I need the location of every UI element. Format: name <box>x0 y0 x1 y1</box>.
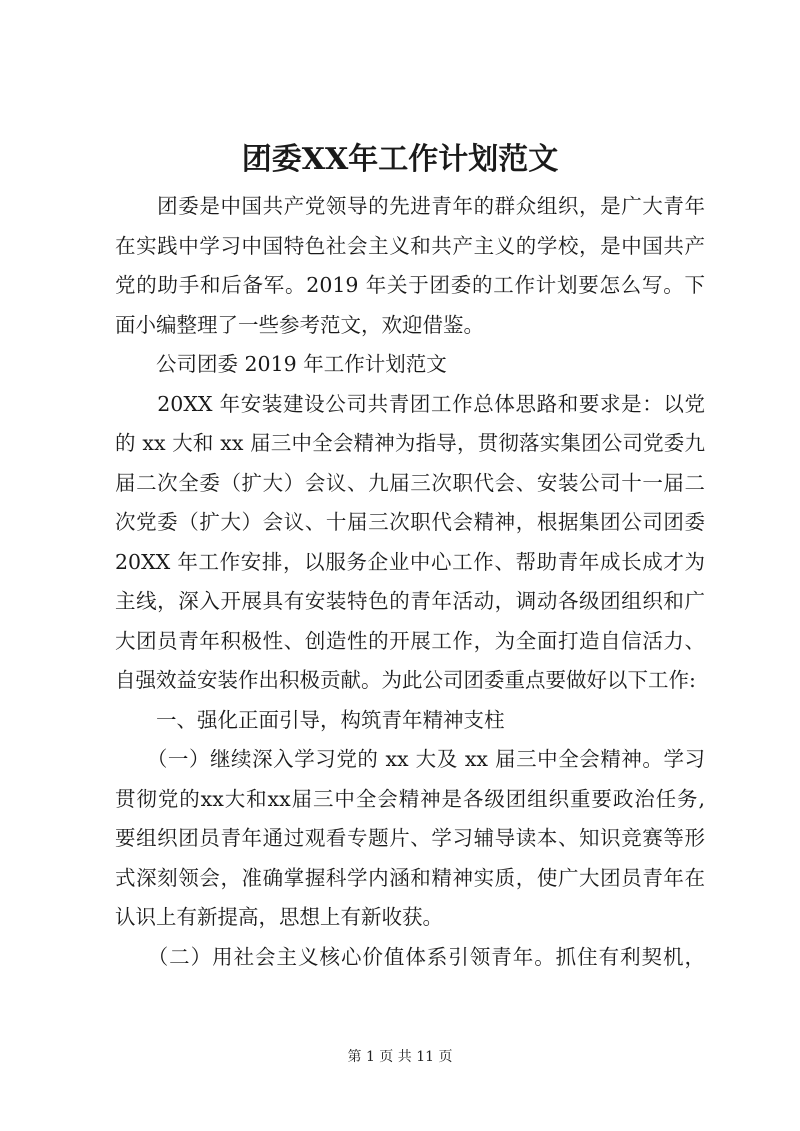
document-body <box>115 187 705 977</box>
page-footer: 第 1 页 共 11 页 <box>347 1049 453 1065</box>
text-line: （一）继续深入学习党的 xx 大及 xx 届三中全会精神。学习 <box>115 747 705 771</box>
text-line: 一、强化正面引导，构筑青年精神支柱 <box>115 707 505 732</box>
text-line: 认识上有新提高，思想上有新收获。 <box>115 905 443 929</box>
text-line: 团委是中国共产党领导的先进青年的群众组织，是广大青年 <box>115 194 705 218</box>
text-line: 次党委（扩大）会议、十届三次职代会精神，根据集团公司团委 <box>115 510 705 534</box>
text-line: （二）用社会主义核心价值体系引领青年。抓住有利契机， <box>115 944 705 969</box>
text-line: 式深刻领会，准确掌握科学内涵和精神实质，使广大团员青年在 <box>115 865 705 890</box>
text-line: 要组织团员青年通过观看专题片、学习辅导读本、知识竞赛等形 <box>115 826 705 850</box>
text-line: 届二次全委（扩大）会议、九届三次职代会、安装公司十一届二 <box>115 470 705 495</box>
document-title: 团委XX年工作计划范文 <box>241 142 559 177</box>
text-line: 贯彻党的xx大和xx届三中全会精神是各级团组织重要政治任务, <box>115 786 705 811</box>
text-line: 党的助手和后备军。2019 年关于团委的工作计划要怎么写。下 <box>115 273 705 297</box>
text-line: 自强效益安装作出积极贡献。为此公司团委重点要做好以下工作: <box>115 668 696 692</box>
text-line: 大团员青年积极性、创造性的开展工作，为全面打造自信活力、 <box>115 628 705 653</box>
text-line: 面小编整理了一些参考范文，欢迎借鉴。 <box>115 312 484 337</box>
text-line: 在实践中学习中国特色社会主义和共产主义的学校，是中国共产 <box>115 233 705 258</box>
text-line: 的 xx 大和 xx 届三中全会精神为指导，贯彻落实集团公司党委九 <box>115 431 705 455</box>
text-line: 主线，深入开展具有安装特色的青年活动，调动各级团组织和广 <box>115 589 705 613</box>
text-line: 20XX 年安装建设公司共青团工作总体思路和要求是：以党 <box>115 391 705 416</box>
text-line: 公司团委 2019 年工作计划范文 <box>115 352 447 376</box>
text-line: 20XX 年工作安排，以服务企业中心工作、帮助青年成长成才为 <box>115 549 705 574</box>
